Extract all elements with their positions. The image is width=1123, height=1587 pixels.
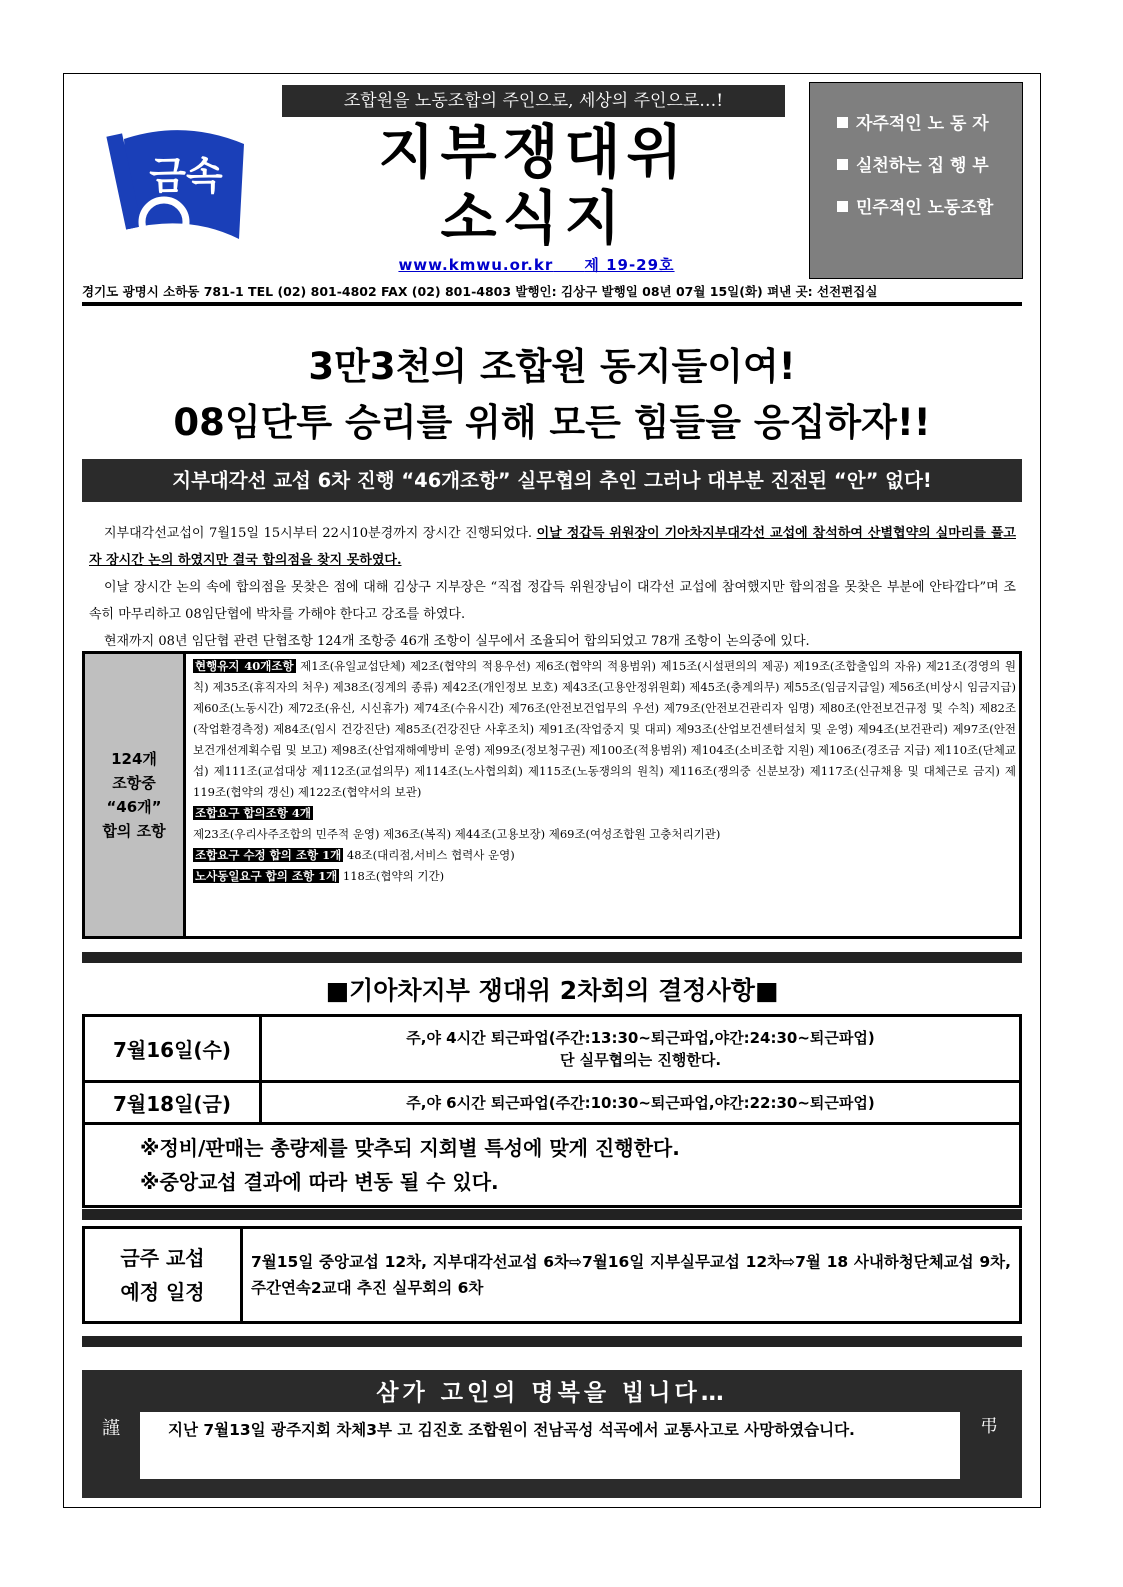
- article-group: [193, 803, 1016, 824]
- schedule-table: [82, 1226, 1022, 1324]
- schedule-text: 7월15일 중앙교섭 12차, 지부대각선교섭 6차⇨7월16일 지부실무교섭 12차⇨7월 18 사내하청단체교섭 9차, 주간연속2교대 추진 실무회의 6차: [242, 1228, 1021, 1323]
- title-line1: 지부쟁대위: [378, 118, 689, 186]
- agreed-articles-label: 124개 조항중 “46개” 합의 조항: [85, 654, 186, 936]
- title-line2: 소식지: [440, 184, 627, 252]
- group-label: 조합요구 합의조항 4개: [195, 806, 311, 820]
- motto-box: [809, 82, 1023, 279]
- square-bullet-icon: [837, 159, 848, 170]
- subtitle-bar: 지부대각선 교섭 6차 진행 “46개조항” 실무협의 추인 그러나 대부분 진전된 “안” 없다!: [82, 459, 1022, 502]
- decision-text: 주,야 4시간 퇴근파업(주간:13:30~퇴근파업,야간:24:30~퇴근파업) 단 실무협의는 진행한다.: [261, 1016, 1021, 1082]
- memorial-char-left: 謹: [102, 1418, 120, 1439]
- motto-item: 실천하는 집 행 부: [837, 145, 1022, 187]
- decision-notes: ※정비/판매는 총량제를 맞추되 지회별 특성에 맞게 진행한다. ※중앙교섭 결과에 따라 변동 될 수 있다.: [84, 1124, 1021, 1207]
- decision-text: 주,야 6시간 퇴근파업(주간:10:30~퇴근파업,야간:22:30~퇴근파업): [261, 1082, 1021, 1124]
- decisions-title: ■기아차지부 쟁대위 2차회의 결정사항■: [325, 976, 779, 1005]
- article-group: 현행유지 40개조항 제1조(유일교섭단체) 제2조(협약의 적용우선) 제6조(협약의 적용범위) 제15조(시설편의의 제공) 제19조(조합출입의 자유) 제21조(경영의 원칙) 제35조(휴직자의 처우) 제38조(징계의 종류) 제42조(개인정보 보호) 제43조(고용안정위원회) 제45조(충계의무) 제55조(임금지급일) 제56조(비상시 임금지급) 제60조(노동시간) 제72조(유신, 시신휴가) 제74조(수유시간) 제76조(안전보건업무의 우선) 제79조(안전보건관리자 임명) 제80조(안전보건규정 및 수칙) 제82조(작업환경측정) 제84조(임시 건강진단) 제85조(건강진단 사후조치) 제91조(작업중지 및 대피) 제93조(산업보건센터설치 및 운영) 제94조(보건관리) 제97조(안전보건개선계획수립 및 보고) 제98조(산업재해예방비 운영) 제99조(정보청구권) 제100조(적용범위) 제104조(소비조합 지원) 제106조(경조금 지급) 제110조(단체교섭) 제111조(교섭대상 제112조(교섭의무) 제114조(노사협의회) 제115조(노동쟁의의 원칙) 제116조(쟁의중 신분보장) 제117조(신규채용 및 대체근로 금지) 제119조(협약의 갱신) 제122조(협약서의 보관): [193, 659, 1016, 799]
- issue-number: 제 19-29호: [584, 256, 675, 274]
- paragraph: 지부대각선교섭이 7월15일 15시부터 22시10분경까지 장시간 진행되었다. 이날 정갑득 위원장이 기아차지부대각선 교섭에 참석하여 산별협약의 실마리를 풀고자 장시간 논의 하였지만 결국 합의점을 찾지 못하였다.: [89, 526, 1016, 568]
- article-body: [89, 520, 1016, 655]
- memorial-char-right: 弔: [980, 1416, 998, 1437]
- section-divider: [82, 1209, 1022, 1220]
- article-group: 노사동일요구 합의 조항 1개 118조(협약의 기간): [195, 869, 445, 883]
- schedule-label: 금주 교섭 예정 일정: [84, 1228, 242, 1323]
- article-group: 제23조(우리사주조합의 민주적 운영) 제36조(복직) 제44조(고용보장) 제69조(여성조합원 고충처리기관): [193, 827, 721, 841]
- decisions-table: [82, 1014, 1022, 1208]
- motto-item: 민주적인 노동조합: [837, 187, 1022, 229]
- memorial-title: 삼가 고인의 명복을 빕니다…: [376, 1380, 728, 1406]
- memorial-box: [82, 1370, 1022, 1498]
- headline-line2: 08임단투 승리를 위해 모든 힘들을 응집하자!!: [173, 401, 931, 444]
- paragraph: 이날 장시간 논의 속에 합의점을 못찾은 점에 대해 김상구 지부장은 “직접 정갑득 위원장님이 대각선 교섭에 참여했지만 합의점을 못찾은 부분에 안타깝다”며 조속히 마무리하고 08임단협에 박차를 가해야 한다고 강조를 하였다.: [89, 580, 1016, 622]
- section-divider: [82, 952, 1022, 963]
- paragraph: 현재까지 08년 임단협 관련 단협조항 124개 조항중 46개 조항이 실무에서 조율되어 합의되었고 78개 조항이 논의중에 있다.: [104, 634, 810, 649]
- group-label: 현행유지 40개조항: [195, 659, 294, 673]
- group-label: 조합요구 수정 합의 조항 1개: [195, 848, 342, 862]
- headline-line1: 3만3천의 조합원 동지들이여!: [308, 345, 796, 388]
- web-and-issue: [369, 254, 704, 275]
- publisher-info: 경기도 광명시 소하동 781-1 TEL (02) 801-4802 FAX (02) 801-4803 발행인: 김상구 발행일 08년 07월 15일(화) 펴낸 곳: 선전편집실: [82, 284, 878, 299]
- article-group: 조합요구 수정 합의 조항 1개 48조(대리점,서비스 협력사 운영): [195, 848, 515, 862]
- decision-date: 7월16일(수): [84, 1016, 261, 1082]
- group-label: 노사동일요구 합의 조항 1개: [195, 869, 338, 883]
- section-divider: [82, 1336, 1022, 1347]
- square-bullet-icon: [837, 117, 848, 128]
- page: [63, 73, 1041, 1508]
- website-link[interactable]: www.kmwu.or.kr: [398, 256, 554, 274]
- agreed-articles-box: [82, 651, 1022, 939]
- slogan-bar: 조합원을 노동조합의 주인으로, 세상의 주인으로…!: [282, 85, 785, 117]
- memorial-text: 지난 7월13일 광주지회 차체3부 고 김진호 조합원이 전남곡성 석곡에서 교통사고로 사망하였습니다.: [140, 1412, 960, 1479]
- newsletter-title: [282, 119, 785, 251]
- motto-item: 자주적인 노 동 자: [837, 103, 1022, 145]
- agreed-articles-list: [193, 656, 1016, 887]
- logo-text: 금속: [149, 154, 223, 198]
- square-bullet-icon: [837, 201, 848, 212]
- header-divider: [82, 302, 1022, 306]
- decision-date: 7월18일(금): [84, 1082, 261, 1124]
- kmwu-logo: [94, 114, 254, 249]
